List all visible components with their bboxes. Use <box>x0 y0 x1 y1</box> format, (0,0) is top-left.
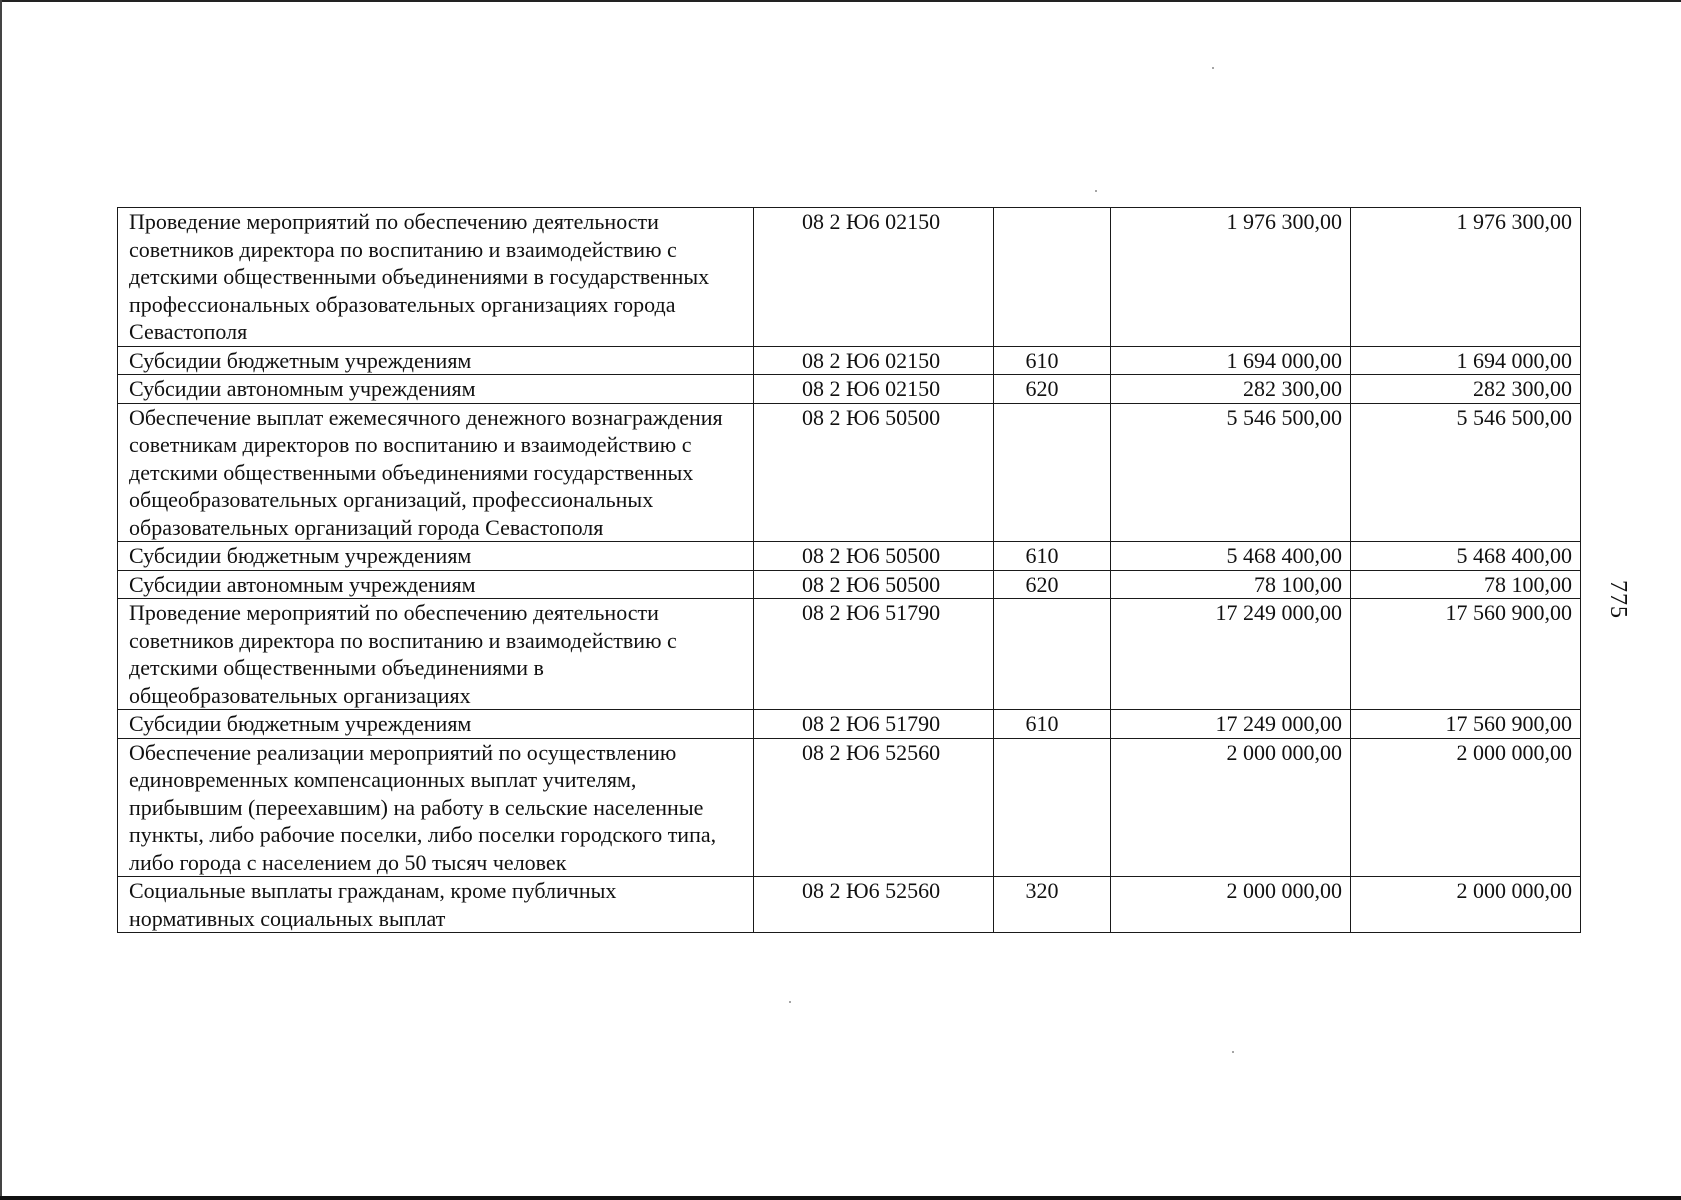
amount-2-cell: 282 300,00 <box>1351 375 1581 404</box>
scan-speck <box>1232 1051 1234 1053</box>
expense-name-cell: Субсидии автономным учреждениям <box>118 375 754 404</box>
target-code-cell: 08 2 Ю6 52560 <box>754 738 994 877</box>
amount-1-cell: 78 100,00 <box>1111 570 1351 599</box>
expense-type-cell <box>994 403 1111 542</box>
table-row <box>118 570 1581 599</box>
expense-type-cell: 610 <box>994 710 1111 739</box>
amount-1-cell: 17 249 000,00 <box>1111 599 1351 710</box>
amount-1-cell: 282 300,00 <box>1111 375 1351 404</box>
amount-1-cell: 2 000 000,00 <box>1111 738 1351 877</box>
amount-2-cell: 1 976 300,00 <box>1351 208 1581 347</box>
table-row <box>118 375 1581 404</box>
target-code-cell: 08 2 Ю6 50500 <box>754 403 994 542</box>
amount-2-cell: 2 000 000,00 <box>1351 738 1581 877</box>
table-row <box>118 599 1581 710</box>
expense-type-cell: 620 <box>994 570 1111 599</box>
amount-1-cell: 1 976 300,00 <box>1111 208 1351 347</box>
amount-1-cell: 5 468 400,00 <box>1111 542 1351 571</box>
expense-name-cell: Обеспечение реализации мероприятий по осуществлению единовременных компенсационных выплат учителям, прибывшим (переехавшим) на работу в сельские населенные пункты, либо рабочие поселки, либо поселки городского типа, либо города с населением до 50 тысяч человек <box>118 738 754 877</box>
expense-type-cell: 610 <box>994 346 1111 375</box>
scan-speck <box>789 1001 791 1003</box>
expense-name-cell: Социальные выплаты гражданам, кроме публичных нормативных социальных выплат <box>118 877 754 933</box>
table-row <box>118 738 1581 877</box>
expense-type-cell: 320 <box>994 877 1111 933</box>
table-row <box>118 710 1581 739</box>
expense-name-cell: Проведение мероприятий по обеспечению деятельности советников директора по воспитанию и взаимодействию с детскими общественными объединениями в общеобразовательных организациях <box>118 599 754 710</box>
amount-2-cell: 17 560 900,00 <box>1351 599 1581 710</box>
expense-name-cell: Субсидии бюджетным учреждениям <box>118 710 754 739</box>
scan-edge-top <box>0 0 1681 2</box>
table-row <box>118 208 1581 347</box>
target-code-cell: 08 2 Ю6 51790 <box>754 599 994 710</box>
expense-name-cell: Проведение мероприятий по обеспечению деятельности советников директора по воспитанию и взаимодействию с детскими общественными объединениями в государственных профессиональных образовательных организациях города Севастополя <box>118 208 754 347</box>
table-row <box>118 403 1581 542</box>
amount-2-cell: 78 100,00 <box>1351 570 1581 599</box>
page-number: 775 <box>1605 580 1631 619</box>
target-code-cell: 08 2 Ю6 02150 <box>754 375 994 404</box>
table-row <box>118 346 1581 375</box>
expense-type-cell <box>994 599 1111 710</box>
budget-table <box>117 207 1581 933</box>
target-code-cell: 08 2 Ю6 50500 <box>754 542 994 571</box>
table-row <box>118 542 1581 571</box>
scan-edge-bottom <box>0 1196 1681 1200</box>
expense-name-cell: Субсидии бюджетным учреждениям <box>118 542 754 571</box>
target-code-cell: 08 2 Ю6 02150 <box>754 208 994 347</box>
scan-speck <box>1212 67 1214 69</box>
target-code-cell: 08 2 Ю6 52560 <box>754 877 994 933</box>
amount-2-cell: 2 000 000,00 <box>1351 877 1581 933</box>
amount-1-cell: 17 249 000,00 <box>1111 710 1351 739</box>
amount-2-cell: 5 468 400,00 <box>1351 542 1581 571</box>
amount-2-cell: 5 546 500,00 <box>1351 403 1581 542</box>
expense-type-cell <box>994 208 1111 347</box>
target-code-cell: 08 2 Ю6 51790 <box>754 710 994 739</box>
amount-2-cell: 17 560 900,00 <box>1351 710 1581 739</box>
scan-edge-left <box>0 0 2 1200</box>
amount-1-cell: 2 000 000,00 <box>1111 877 1351 933</box>
expense-type-cell: 610 <box>994 542 1111 571</box>
scan-speck <box>1095 190 1097 192</box>
expense-type-cell <box>994 738 1111 877</box>
amount-1-cell: 1 694 000,00 <box>1111 346 1351 375</box>
expense-name-cell: Обеспечение выплат ежемесячного денежного вознаграждения советникам директоров по воспитанию и взаимодействию с детскими общественными объединениями государственных общеобразовательных организаций, профессиональных образовательных организаций города Севастополя <box>118 403 754 542</box>
target-code-cell: 08 2 Ю6 50500 <box>754 570 994 599</box>
amount-1-cell: 5 546 500,00 <box>1111 403 1351 542</box>
expense-name-cell: Субсидии бюджетным учреждениям <box>118 346 754 375</box>
target-code-cell: 08 2 Ю6 02150 <box>754 346 994 375</box>
table-row <box>118 877 1581 933</box>
expense-name-cell: Субсидии автономным учреждениям <box>118 570 754 599</box>
amount-2-cell: 1 694 000,00 <box>1351 346 1581 375</box>
expense-type-cell: 620 <box>994 375 1111 404</box>
